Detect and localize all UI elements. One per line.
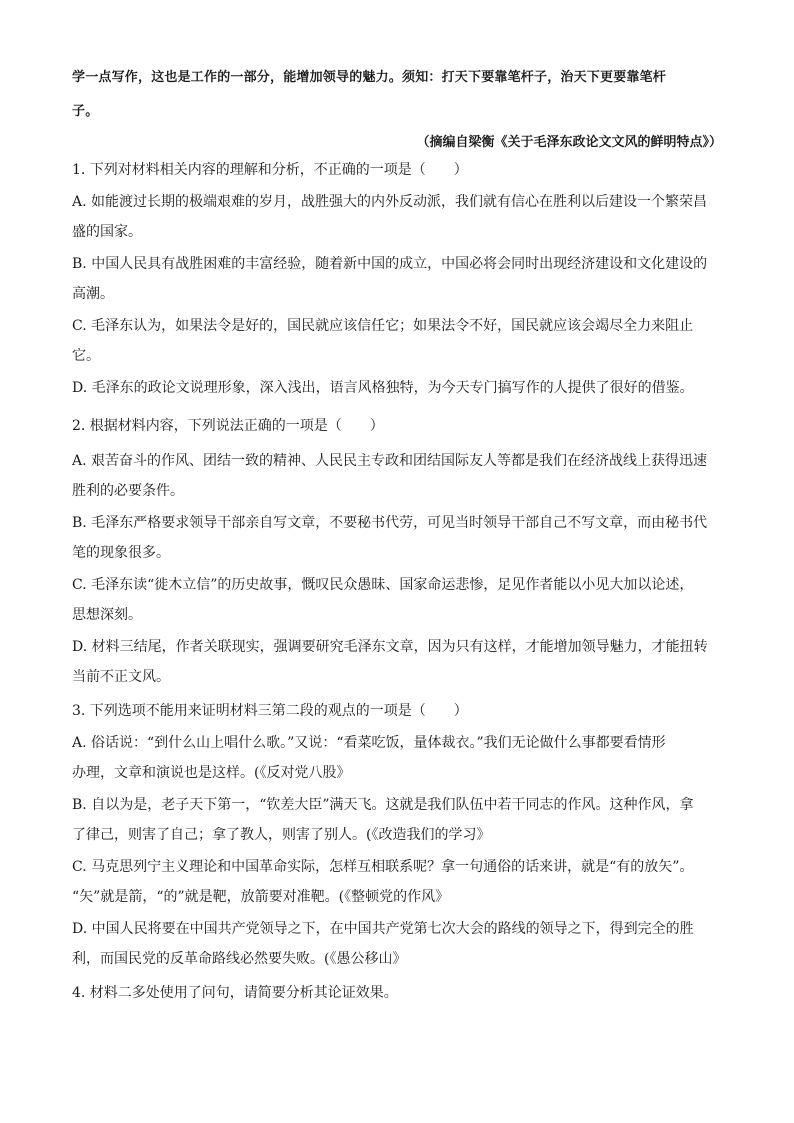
intro-line-1: 学一点写作，这也是工作的一部分，能增加领导的魅力。须知：打天下要靠笔杆子，治天下更要靠笔杆 [72,70,667,85]
question-2-option-c: C. 毛泽东读“徙木立信”的历史故事，慨叹民众愚昧、国家命运悲惨，足见作者能以小见大加以论述， [72,577,694,593]
question-3-stem: 3. 下列选项不能用来证明材料三第二段的观点的一项是（ ） [72,703,468,719]
question-1-option-b-cont: 高潮。 [72,286,114,302]
question-3-option-a: A. 俗话说：“到什么山上唱什么歌。”又说：“看菜吃饭，量体裁衣。”我们无论做什么事都要看情形 [72,735,666,751]
question-1-stem: 1. 下列对材料相关内容的理解和分析，不正确的一项是（ ） [72,162,468,178]
question-2-option-a: A. 艰苦奋斗的作风、团结一致的精神、人民民主专政和团结国际友人等都是我们在经济战线上获得迅速 [72,453,708,469]
intro-line-2: 子。 [72,104,99,119]
question-3-option-c-cont: “矢”就是箭，“的”就是靶，放箭要对准靶。(《整顿党的作风》 [72,889,450,905]
source-citation: （摘编自梁衡《关于毛泽东政论文文风的鲜明特点》） [416,135,722,150]
question-2-option-d-cont: 当前不正文风。 [72,669,170,685]
question-1-option-c: C. 毛泽东认为，如果法令是好的，国民就应该信任它；如果法令不好，国民就应该会竭尽全力来阻止 [72,318,694,334]
question-3-option-a-cont: 办理，文章和演说也是这样。(《反对党八股》 [72,765,351,781]
question-1-option-b: B. 中国人民具有战胜困难的丰富经验，随着新中国的成立，中国必将会同时出现经济建设和文化建设的 [72,256,708,272]
question-3-option-d: D. 中国人民将要在中国共产党领导之下，在中国共产党第七次大会的路线的领导之下，得到完全的胜 [72,921,694,937]
question-1-option-a-cont: 盛的国家。 [72,224,142,240]
question-2-option-b-cont: 笔的现象很多。 [72,545,170,561]
question-2-option-c-cont: 思想深刻。 [72,607,142,623]
question-2-stem: 2. 根据材料内容，下列说法正确的一项是（ ） [72,418,384,434]
question-1-option-a: A. 如能渡过长期的极端艰难的岁月，战胜强大的内外反动派，我们就有信心在胜利以后建设一个繁荣昌 [72,194,708,210]
question-3-option-b-cont: 了律己，则害了自己；拿了教人，则害了别人。(《改造我们的学习》 [72,827,491,843]
question-2-option-d: D. 材料三结尾，作者关联现实，强调要研究毛泽东文章，因为只有这样，才能增加领导魅力，才能扭转 [72,639,708,655]
question-1-option-d: D. 毛泽东的政论文说理形象，深入浅出，语言风格独特，为今天专门搞写作的人提供了很好的借鉴。 [72,380,694,396]
question-1-option-c-cont: 它。 [72,348,100,364]
question-3-option-d-cont: 利，而国民党的反革命路线必然要失败。(《愚公移山》 [72,951,407,967]
question-2-option-a-cont: 胜利的必要条件。 [72,483,184,499]
question-2-option-b: B. 毛泽东严格要求领导干部亲自写文章，不要秘书代劳，可见当时领导干部自己不写文章，而由秘书代 [72,515,708,531]
question-3-option-b: B. 自以为是，老子天下第一，“钦差大臣”满天飞。这就是我们队伍中若干同志的作风。这种作风，拿 [72,797,694,813]
question-4-stem: 4. 材料二多处使用了问句，请简要分析其论证效果。 [72,985,398,1001]
question-3-option-c: C. 马克思列宁主义理论和中国革命实际，怎样互相联系呢？拿一句通俗的话来讲，就是“有的放矢”。 [72,859,694,875]
